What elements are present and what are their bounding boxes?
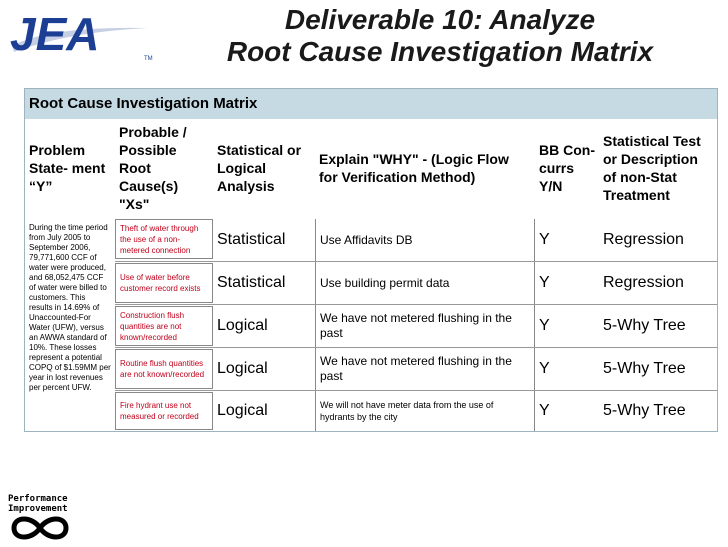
bb-cell-3: Y — [539, 317, 550, 334]
analysis-cell-2: Statistical — [217, 274, 286, 291]
logo-text: JEA — [10, 8, 100, 60]
explain-cell-1: Use Affidavits DB — [315, 219, 535, 261]
perf-logo-line-1: Performance — [8, 494, 68, 504]
bb-cell-2: Y — [539, 274, 550, 291]
logo-tm: TM — [144, 56, 153, 62]
title-line-2: Root Cause Investigation Matrix — [226, 36, 654, 67]
col-header-problem: Problem State- ment “Y” — [29, 141, 106, 194]
col-header-cause: Probable / Possible Root Cause(s) "Xs" — [119, 123, 187, 212]
page-title — [180, 4, 700, 68]
col-header-bb: BB Con- currs Y/N — [539, 141, 595, 194]
title-line-1: Deliverable 10: Analyze — [284, 4, 596, 35]
jea-logo — [8, 6, 158, 66]
col-header-analysis: Statistical or Logical Analysis — [217, 141, 302, 194]
stat-cell-3: 5-Why Tree — [603, 317, 686, 334]
explain-cell-3: We have not metered flushing in the past — [315, 305, 535, 347]
cause-cell-4: Routine flush quantities are not known/recorded — [115, 349, 213, 389]
analysis-cell-1: Statistical — [217, 231, 286, 248]
bb-cell-4: Y — [539, 360, 550, 377]
perf-logo-line-2: Improvement — [8, 504, 68, 514]
stat-cell-4: 5-Why Tree — [603, 360, 686, 377]
explain-cell-5: We will not have meter data from the use of hydrants by the city — [315, 391, 535, 431]
matrix-header: Root Cause Investigation Matrix — [25, 89, 717, 119]
cause-cell-2: Use of water before customer record exists — [115, 263, 213, 303]
stat-cell-1: Regression — [603, 231, 684, 248]
col-header-explain: Explain "WHY" - (Logic Flow for Verification Method) — [319, 150, 509, 185]
bb-cell-5: Y — [539, 402, 550, 419]
bb-cell-1: Y — [539, 231, 550, 248]
stat-cell-2: Regression — [603, 274, 684, 291]
cause-cell-5: Fire hydrant use not measured or recorded — [115, 392, 213, 430]
stat-cell-5: 5-Why Tree — [603, 402, 686, 419]
explain-cell-4: We have not metered flushing in the past — [315, 348, 535, 390]
cause-cell-1: Theft of water through the use of a non-metered connection — [115, 219, 213, 259]
infinity-icon — [8, 514, 72, 542]
root-cause-matrix — [24, 88, 718, 432]
col-header-stat: Statistical Test or Description of non-Stat Treatment — [603, 132, 701, 203]
analysis-cell-3: Logical — [217, 317, 268, 334]
performance-improvement-logo — [8, 494, 78, 544]
analysis-cell-5: Logical — [217, 402, 268, 419]
analysis-cell-4: Logical — [217, 360, 268, 377]
cause-cell-3: Construction flush quantities are not known/recorded — [115, 306, 213, 346]
problem-statement: During the time period from July 2005 to September 2006, 79,771,600 CCF of water were produced, and 68,052,475 CCF of water were billed to customers. This results in 14.69% of Unaccounted-For Water (UFW), versus an AWWA standard of 10%. These losses represent a potential COPQ of $1.59MM per year in lost revenues per percent UFW. — [29, 223, 111, 392]
explain-cell-2: Use building permit data — [315, 262, 535, 304]
